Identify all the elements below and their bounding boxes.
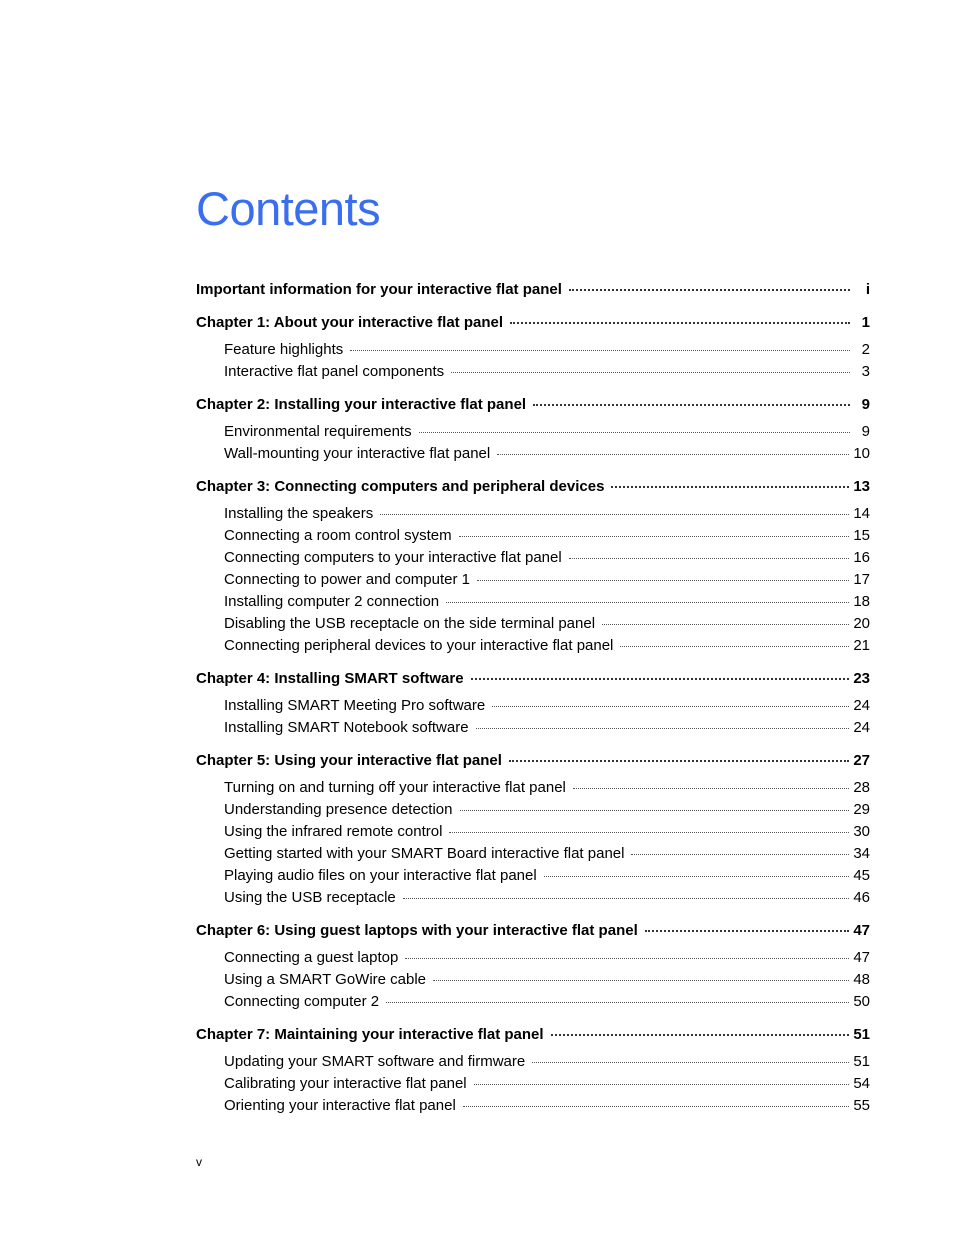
dot-leader — [509, 760, 849, 762]
toc-section-entry[interactable] — [196, 503, 870, 525]
toc-entry-label: Chapter 2: Installing your interactive flat panel — [196, 396, 527, 413]
toc-entry-label: Connecting to power and computer 1 — [224, 571, 470, 588]
toc-section-entry[interactable] — [196, 547, 870, 569]
toc-chapter-entry[interactable] — [196, 279, 870, 301]
toc-entry-label: Connecting peripheral devices to your interactive flat panel — [224, 637, 614, 654]
dot-leader — [602, 624, 849, 625]
toc-chapter-entry[interactable] — [196, 668, 870, 690]
toc-entry-label: Feature highlights — [224, 341, 344, 358]
toc-entry-page: 48 — [853, 971, 870, 988]
toc-entry-page: 18 — [853, 593, 870, 610]
toc-entry-label: Using a SMART GoWire cable — [224, 971, 427, 988]
dot-leader — [403, 898, 850, 899]
toc-entry-label: Using the USB receptacle — [224, 889, 396, 906]
dot-leader — [611, 486, 849, 488]
dot-leader — [451, 372, 850, 373]
toc-entry-label: Environmental requirements — [224, 423, 412, 440]
toc-section-entry[interactable] — [196, 843, 870, 865]
toc-entry-label: Installing the speakers — [224, 505, 374, 522]
toc-section-entry[interactable] — [196, 887, 870, 909]
toc-entry-page: 54 — [853, 1075, 870, 1092]
toc-entry-label: Chapter 5: Using your interactive flat panel — [196, 752, 502, 769]
toc-entry-label: Interactive flat panel components — [224, 363, 445, 380]
toc-entry-label: Installing computer 2 connection — [224, 593, 440, 610]
toc-entry-page: 27 — [853, 752, 870, 769]
toc-entry-label: Chapter 3: Connecting computers and peripheral devices — [196, 478, 605, 495]
toc-section-entry[interactable] — [196, 569, 870, 591]
toc-section-entry[interactable] — [196, 1051, 870, 1073]
toc-entry-page: 23 — [853, 670, 870, 687]
toc-chapter-entry[interactable] — [196, 394, 870, 416]
toc-entry-label: Connecting computers to your interactive flat panel — [224, 549, 562, 566]
toc-entry-label: Chapter 6: Using guest laptops with your interactive flat panel — [196, 922, 638, 939]
dot-leader — [551, 1034, 850, 1036]
dot-leader — [544, 876, 850, 877]
dot-leader — [463, 1106, 850, 1107]
toc-entry-label: Chapter 1: About your interactive flat panel — [196, 314, 503, 331]
dot-leader — [573, 788, 849, 789]
dot-leader — [533, 404, 850, 406]
table-of-contents — [196, 279, 870, 1117]
toc-section-entry[interactable] — [196, 777, 870, 799]
dot-leader — [476, 728, 850, 729]
page-title: Contents — [196, 182, 381, 235]
dot-leader — [380, 514, 849, 515]
page-number: v — [196, 1155, 202, 1169]
toc-section-entry[interactable] — [196, 695, 870, 717]
dot-leader — [497, 454, 849, 455]
toc-section-entry[interactable] — [196, 421, 870, 443]
toc-entry-page: 10 — [853, 445, 870, 462]
dot-leader — [419, 432, 850, 433]
toc-entry-page: i — [865, 281, 870, 298]
toc-entry-page: 51 — [853, 1026, 870, 1043]
toc-entry-page: 29 — [853, 801, 870, 818]
toc-section-entry[interactable] — [196, 1073, 870, 1095]
dot-leader — [645, 930, 850, 932]
toc-section-entry[interactable] — [196, 443, 870, 465]
toc-section-entry[interactable] — [196, 799, 870, 821]
toc-entry-page: 28 — [853, 779, 870, 796]
toc-section-entry[interactable] — [196, 613, 870, 635]
toc-entry-page: 24 — [853, 697, 870, 714]
dot-leader — [569, 558, 850, 559]
dot-leader — [386, 1002, 849, 1003]
toc-entry-page: 2 — [861, 341, 870, 358]
dot-leader — [459, 536, 850, 537]
toc-entry-page: 21 — [853, 637, 870, 654]
toc-entry-label: Chapter 7: Maintaining your interactive flat panel — [196, 1026, 544, 1043]
toc-section-entry[interactable] — [196, 635, 870, 657]
dot-leader — [350, 350, 850, 351]
toc-entry-label: Understanding presence detection — [224, 801, 453, 818]
toc-entry-label: Connecting a guest laptop — [224, 949, 399, 966]
toc-chapter-entry[interactable] — [196, 476, 870, 498]
toc-entry-label: Wall-mounting your interactive flat panel — [224, 445, 491, 462]
dot-leader — [471, 678, 850, 680]
toc-section-entry[interactable] — [196, 821, 870, 843]
toc-entry-page: 14 — [853, 505, 870, 522]
dot-leader — [449, 832, 849, 833]
toc-entry-page: 13 — [853, 478, 870, 495]
toc-section-entry[interactable] — [196, 361, 870, 383]
toc-entry-label: Calibrating your interactive flat panel — [224, 1075, 467, 1092]
toc-entry-page: 9 — [861, 396, 870, 413]
dot-leader — [620, 646, 849, 647]
toc-entry-page: 45 — [853, 867, 870, 884]
toc-entry-label: Connecting computer 2 — [224, 993, 380, 1010]
toc-entry-label: Installing SMART Meeting Pro software — [224, 697, 486, 714]
toc-section-entry[interactable] — [196, 525, 870, 547]
dot-leader — [474, 1084, 850, 1085]
toc-entry-label: Connecting a room control system — [224, 527, 452, 544]
dot-leader — [510, 322, 850, 324]
toc-entry-label: Playing audio files on your interactive flat panel — [224, 867, 537, 884]
toc-entry-page: 17 — [853, 571, 870, 588]
toc-entry-page: 20 — [853, 615, 870, 632]
toc-section-entry[interactable] — [196, 1095, 870, 1117]
toc-section-entry[interactable] — [196, 969, 870, 991]
dot-leader — [631, 854, 849, 855]
dot-leader — [405, 958, 849, 959]
toc-chapter-entry[interactable] — [196, 1024, 870, 1046]
toc-entry-label: Important information for your interactive flat panel — [196, 281, 562, 298]
dot-leader — [492, 706, 849, 707]
toc-entry-page: 47 — [853, 949, 870, 966]
toc-entry-page: 16 — [853, 549, 870, 566]
toc-entry-page: 47 — [853, 922, 870, 939]
toc-entry-label: Getting started with your SMART Board interactive flat panel — [224, 845, 625, 862]
dot-leader — [433, 980, 849, 981]
dot-leader — [532, 1062, 849, 1063]
toc-chapter-entry[interactable] — [196, 920, 870, 942]
toc-entry-label: Chapter 4: Installing SMART software — [196, 670, 464, 687]
dot-leader — [569, 289, 850, 291]
toc-entry-label: Disabling the USB receptacle on the side terminal panel — [224, 615, 596, 632]
toc-section-entry[interactable] — [196, 865, 870, 887]
dot-leader — [477, 580, 849, 581]
toc-entry-page: 50 — [853, 993, 870, 1010]
toc-section-entry[interactable] — [196, 991, 870, 1013]
dot-leader — [446, 602, 849, 603]
toc-entry-page: 34 — [853, 845, 870, 862]
toc-entry-page: 51 — [853, 1053, 870, 1070]
toc-entry-page: 3 — [861, 363, 870, 380]
toc-entry-page: 46 — [853, 889, 870, 906]
toc-section-entry[interactable] — [196, 947, 870, 969]
toc-entry-page: 15 — [853, 527, 870, 544]
toc-chapter-entry[interactable] — [196, 312, 870, 334]
toc-entry-label: Orienting your interactive flat panel — [224, 1097, 456, 1114]
toc-chapter-entry[interactable] — [196, 750, 870, 772]
toc-entry-page: 55 — [853, 1097, 870, 1114]
toc-entry-page: 1 — [861, 314, 870, 331]
toc-section-entry[interactable] — [196, 717, 870, 739]
toc-entry-page: 9 — [861, 423, 870, 440]
toc-entry-label: Turning on and turning off your interactive flat panel — [224, 779, 566, 796]
toc-section-entry[interactable] — [196, 591, 870, 613]
toc-entry-label: Installing SMART Notebook software — [224, 719, 469, 736]
toc-entry-page: 24 — [853, 719, 870, 736]
toc-section-entry[interactable] — [196, 339, 870, 361]
toc-entry-label: Updating your SMART software and firmware — [224, 1053, 526, 1070]
toc-entry-label: Using the infrared remote control — [224, 823, 443, 840]
dot-leader — [460, 810, 850, 811]
toc-entry-page: 30 — [853, 823, 870, 840]
